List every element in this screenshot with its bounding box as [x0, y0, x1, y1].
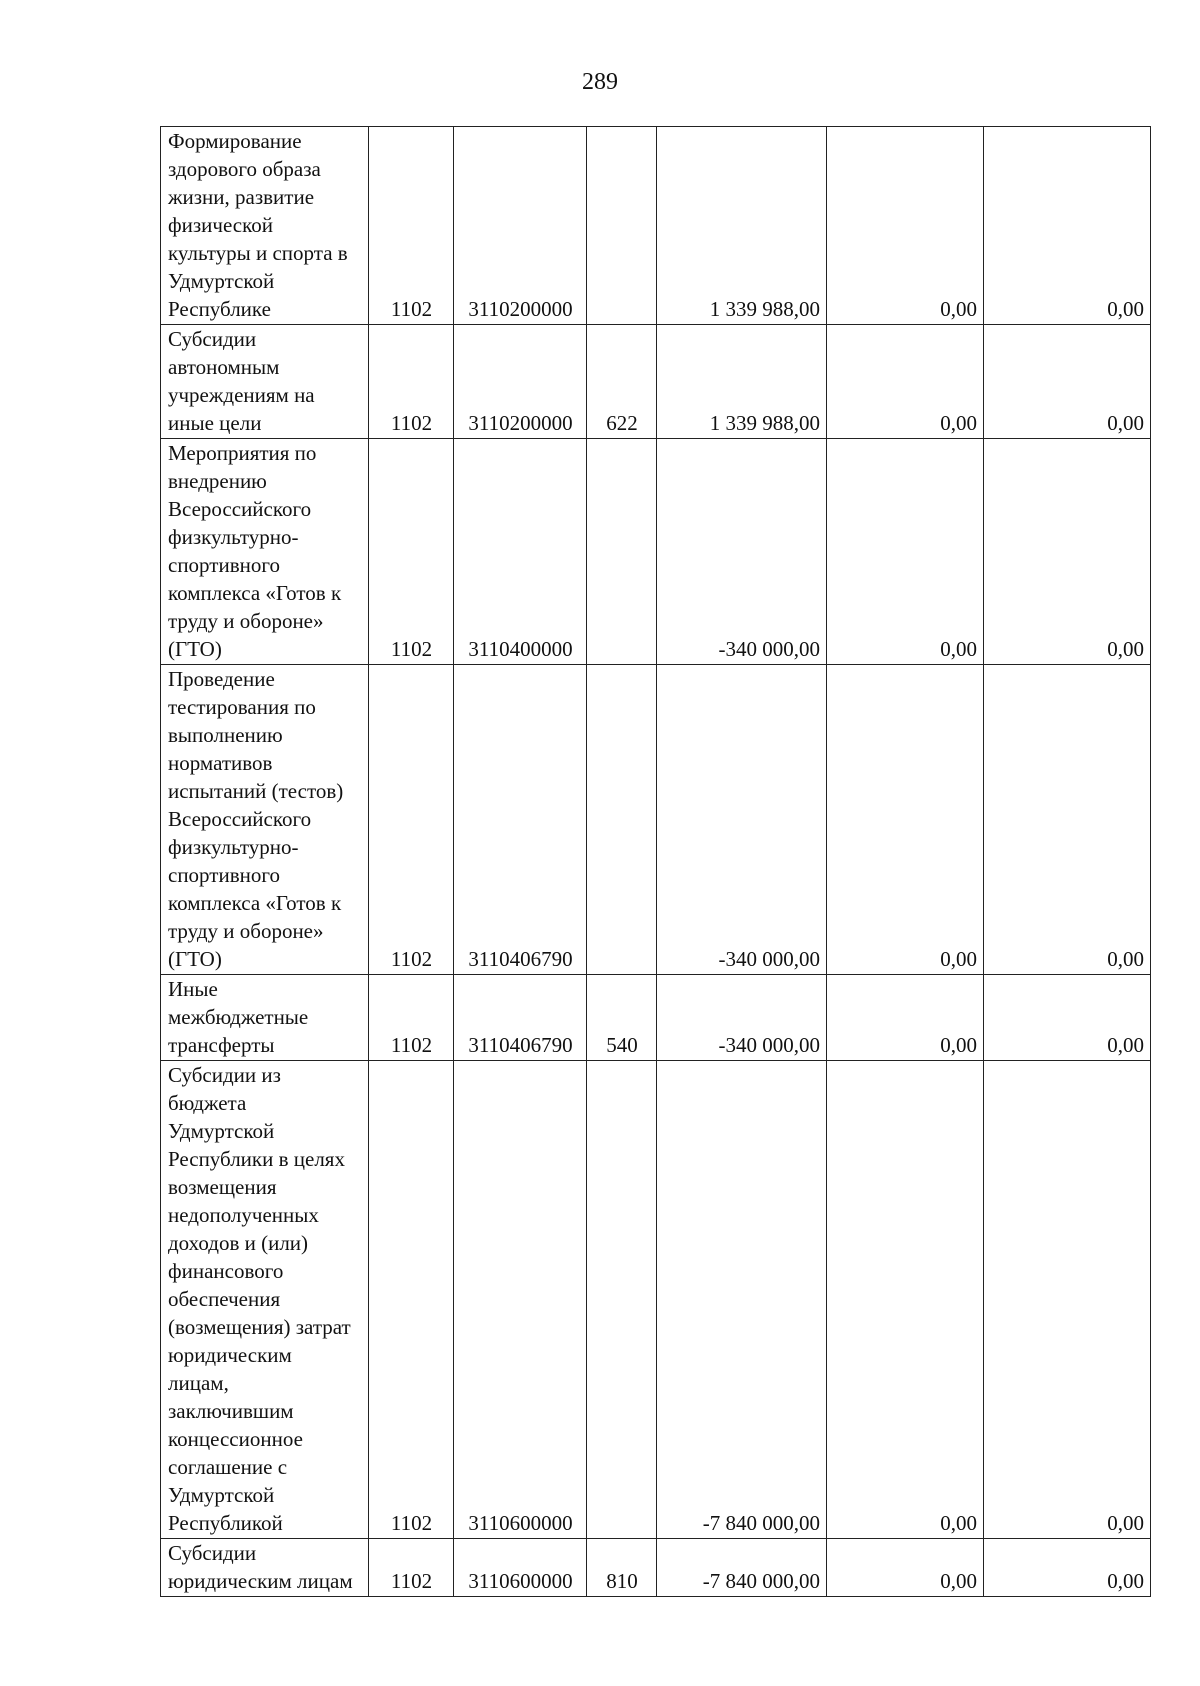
amount-1: 1 339 988,00: [657, 127, 827, 325]
row-description: [161, 665, 369, 975]
description-line: концессионное: [168, 1427, 303, 1451]
row-description: [161, 975, 369, 1061]
amount-2: 0,00: [827, 127, 984, 325]
table-row: [161, 1539, 1151, 1597]
description-line: Республики в целях: [168, 1147, 345, 1171]
target-code: 3110406790: [454, 665, 587, 975]
description-line: автономным: [168, 355, 280, 379]
description-line: доходов и (или): [168, 1231, 309, 1255]
section-code: 1102: [369, 439, 454, 665]
description-line: комплекса «Готов к: [168, 581, 342, 605]
description-line: Проведение: [168, 667, 275, 691]
amount-3: 0,00: [984, 439, 1151, 665]
amount-2: 0,00: [827, 439, 984, 665]
row-description: [161, 1539, 369, 1597]
section-code: 1102: [369, 1061, 454, 1539]
section-code: 1102: [369, 975, 454, 1061]
description-line: учреждениям на: [168, 383, 315, 407]
description-line: межбюджетные: [168, 1005, 309, 1029]
amount-3: 0,00: [984, 665, 1151, 975]
amount-1: -340 000,00: [657, 975, 827, 1061]
description-line: тестирования по: [168, 695, 316, 719]
description-line: Формирование: [168, 129, 302, 153]
description-line: Субсидии: [168, 327, 257, 351]
description-line: Республике: [168, 297, 271, 321]
description-line: испытаний (тестов): [168, 779, 344, 803]
description-line: заключившим: [168, 1399, 294, 1423]
description-line: жизни, развитие: [168, 185, 315, 209]
description-line: выполнению: [168, 723, 283, 747]
table-row: [161, 975, 1151, 1061]
description-line: обеспечения: [168, 1287, 281, 1311]
description-line: физической: [168, 213, 273, 237]
amount-2: 0,00: [827, 1061, 984, 1539]
table-row: [161, 1061, 1151, 1539]
description-line: (ГТО): [168, 637, 222, 661]
description-line: трансферты: [168, 1033, 275, 1057]
amount-3: 0,00: [984, 127, 1151, 325]
amount-2: 0,00: [827, 975, 984, 1061]
description-line: Всероссийского: [168, 497, 312, 521]
expense-type-code: [587, 439, 657, 665]
description-line: Иные: [168, 977, 218, 1001]
table-row: [161, 665, 1151, 975]
amount-1: -340 000,00: [657, 665, 827, 975]
description-line: физкультурно-: [168, 525, 299, 549]
description-line: Удмуртской: [168, 1483, 275, 1507]
description-line: Мероприятия по: [168, 441, 317, 465]
table-row: [161, 127, 1151, 325]
target-code: 3110406790: [454, 975, 587, 1061]
description-line: Субсидии из: [168, 1063, 281, 1087]
budget-table-body: [161, 127, 1151, 1597]
expense-type-code: 622: [587, 325, 657, 439]
description-line: спортивного: [168, 553, 280, 577]
row-description: [161, 127, 369, 325]
target-code: 3110600000: [454, 1061, 587, 1539]
description-line: возмещения: [168, 1175, 277, 1199]
description-line: Удмуртской: [168, 269, 275, 293]
description-line: иные цели: [168, 411, 262, 435]
description-line: комплекса «Готов к: [168, 891, 342, 915]
section-code: 1102: [369, 665, 454, 975]
section-code: 1102: [369, 1539, 454, 1597]
description-line: Всероссийского: [168, 807, 312, 831]
section-code: 1102: [369, 127, 454, 325]
expense-type-code: 810: [587, 1539, 657, 1597]
amount-2: 0,00: [827, 665, 984, 975]
amount-3: 0,00: [984, 325, 1151, 439]
description-line: (возмещения) затрат: [168, 1315, 351, 1339]
page-number: 289: [582, 69, 618, 95]
description-line: лицам,: [168, 1371, 229, 1395]
description-line: (ГТО): [168, 947, 222, 971]
amount-3: 0,00: [984, 1061, 1151, 1539]
expense-type-code: [587, 665, 657, 975]
description-line: недополученных: [168, 1203, 319, 1227]
description-line: бюджета: [168, 1091, 247, 1115]
section-code: 1102: [369, 325, 454, 439]
amount-2: 0,00: [827, 325, 984, 439]
target-code: 3110400000: [454, 439, 587, 665]
row-description: [161, 439, 369, 665]
description-line: труду и обороне»: [168, 919, 324, 943]
amount-1: -340 000,00: [657, 439, 827, 665]
description-line: культуры и спорта в: [168, 241, 348, 265]
table-row: [161, 439, 1151, 665]
amount-2: 0,00: [827, 1539, 984, 1597]
target-code: 3110200000: [454, 325, 587, 439]
expense-type-code: 540: [587, 975, 657, 1061]
description-line: Удмуртской: [168, 1119, 275, 1143]
target-code: 3110200000: [454, 127, 587, 325]
description-line: финансового: [168, 1259, 284, 1283]
expense-type-code: [587, 1061, 657, 1539]
description-line: Субсидии: [168, 1541, 257, 1565]
description-line: юридическим: [168, 1343, 292, 1367]
amount-1: 1 339 988,00: [657, 325, 827, 439]
amount-1: -7 840 000,00: [657, 1539, 827, 1597]
description-line: спортивного: [168, 863, 280, 887]
description-line: внедрению: [168, 469, 267, 493]
description-line: Республикой: [168, 1511, 283, 1535]
expense-type-code: [587, 127, 657, 325]
amount-3: 0,00: [984, 975, 1151, 1061]
amount-3: 0,00: [984, 1539, 1151, 1597]
budget-table: [160, 126, 1151, 1597]
description-line: нормативов: [168, 751, 273, 775]
amount-1: -7 840 000,00: [657, 1061, 827, 1539]
description-line: физкультурно-: [168, 835, 299, 859]
target-code: 3110600000: [454, 1539, 587, 1597]
description-line: юридическим лицам: [168, 1569, 353, 1593]
row-description: [161, 325, 369, 439]
description-line: здорового образа: [168, 157, 321, 181]
description-line: соглашение с: [168, 1455, 288, 1479]
row-description: [161, 1061, 369, 1539]
table-row: [161, 325, 1151, 439]
description-line: труду и обороне»: [168, 609, 324, 633]
